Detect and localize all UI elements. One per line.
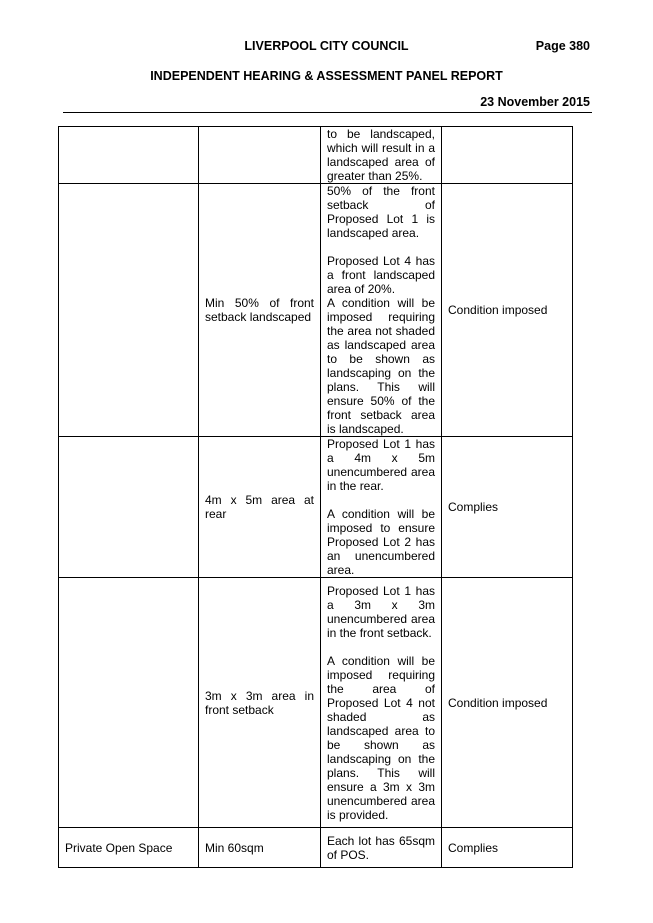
compliance-cell: Condition imposed [442,184,573,437]
council-name: LIVERPOOL CITY COUNCIL [244,39,409,53]
compliance-table [58,126,573,868]
proposal-text: Proposed Lot 4 has a front landscaped area of 20%. [327,254,435,296]
proposal-text: 50% of the front setback of Proposed Lot 1 is landscaped area. [327,184,435,240]
proposal-cell [321,828,442,868]
proposal-cell [321,578,442,828]
header-rule [63,112,592,113]
page-number: Page 380 [535,39,590,53]
table-row [59,578,573,828]
control-cell [59,437,199,578]
requirement-cell: Min 50% of front setback landscaped [199,184,321,437]
table-row [59,437,573,578]
proposal-text: Each lot has 65sqm of POS. [327,833,435,862]
proposal-text: A condition will be imposed requiring the area of Proposed Lot 4 not shaded as landscaped area to be shown as landscaping on the plans. This will ensure a 3m x 3m unencumbered area is provided. [327,653,435,822]
report-title: INDEPENDENT HEARING & ASSESSMENT PANEL REPORT [150,69,503,83]
proposal-cell [321,437,442,578]
table-row [59,127,573,184]
compliance-cell: Complies [442,828,573,868]
proposal-text: Proposed Lot 1 has a 3m x 3m unencumbered area in the front setback. [327,583,435,640]
requirement-cell [199,127,321,184]
table-row [59,828,573,868]
compliance-cell: Complies [442,437,573,578]
table-row [59,184,573,437]
proposal-text: A condition will be imposed requiring the area not shaded as landscaped area to be shown as landscaping on the plans. This will ensure 50% of the front setback area is landscaped. [327,296,435,436]
control-cell: Private Open Space [59,828,199,868]
proposal-text: Proposed Lot 1 has a 4m x 5m unencumbered area in the rear. [327,437,435,493]
control-cell [59,578,199,828]
requirement-cell: 4m x 5m area at rear [199,437,321,578]
proposal-cell [321,184,442,437]
requirement-cell: Min 60sqm [199,828,321,868]
control-cell [59,184,199,437]
compliance-cell [442,127,573,184]
control-cell [59,127,199,184]
report-date: 23 November 2015 [480,95,590,109]
requirement-cell: 3m x 3m area in front setback [199,578,321,828]
proposal-text: to be landscaped, which will result in a landscaped area of greater than 25%. [327,127,435,183]
proposal-text: A condition will be imposed to ensure Proposed Lot 2 has an unencumbered area. [327,507,435,577]
proposal-cell [321,127,442,184]
compliance-cell: Condition imposed [442,578,573,828]
